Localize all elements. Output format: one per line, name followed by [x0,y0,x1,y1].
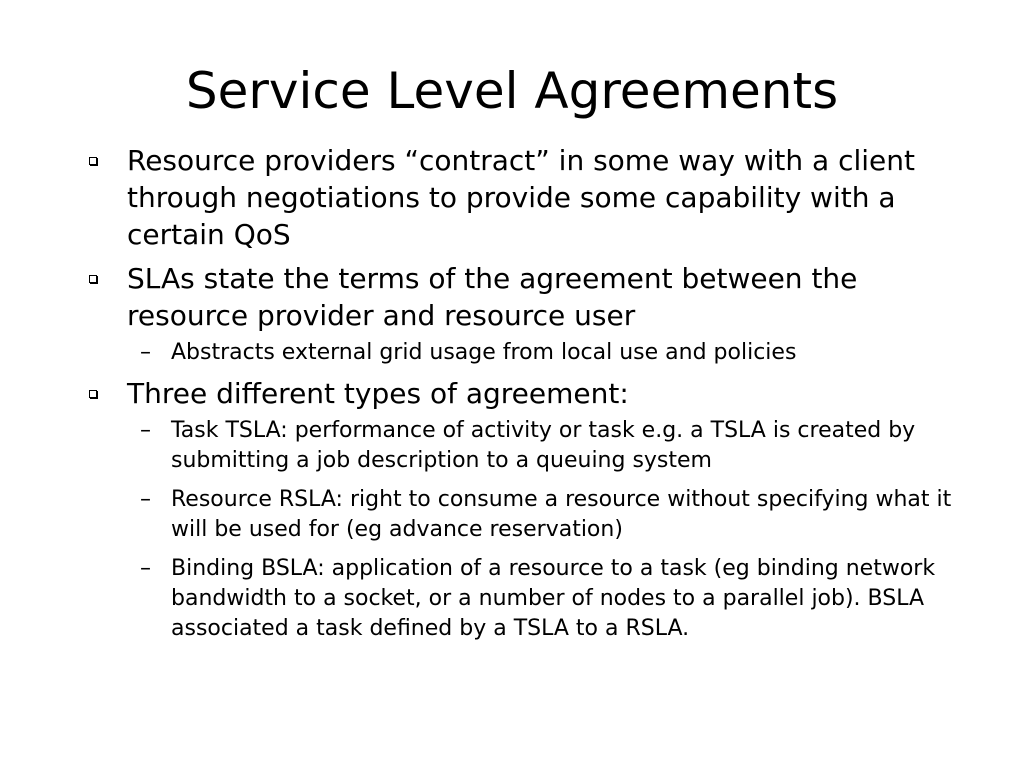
dash-bullet-icon: – [140,340,151,365]
bullet-item [84,260,964,334]
square-bullet-icon [89,390,97,398]
sub-bullet-text: Resource RSLA: right to consume a resource without specifying what it will be used for (eg advance reservation) [171,487,952,542]
sub-bullet-item [84,554,964,644]
bullet-item [84,375,964,412]
dash-bullet-icon: – [140,418,151,443]
square-bullet-icon [89,157,97,165]
sub-bullet-item [84,338,964,368]
dash-bullet-icon: – [140,487,151,512]
bullet-text: SLAs state the terms of the agreement between the resource provider and resource user [127,262,858,332]
sub-bullet-text: Abstracts external grid usage from local use and policies [171,340,797,365]
sub-bullet-text: Task TSLA: performance of activity or task e.g. a TSLA is created by submitting a job description to a queuing system [171,418,916,473]
bullet-item [84,142,964,253]
sub-bullet-item [84,485,964,545]
slide-title: Service Level Agreements [185,62,839,120]
dash-bullet-icon: – [140,556,151,581]
bullet-text: Three different types of agreement: [127,377,629,410]
slide-body [84,142,964,644]
sub-bullet-text: Binding BSLA: application of a resource to a task (eg binding network bandwidth to a socket, or a number of nodes to a parallel job). BSLA associated a task defined by a TSLA to a RSLA. [171,556,936,641]
sub-bullet-item [84,416,964,476]
bullet-text: Resource providers “contract” in some way with a client through negotiations to provide some capability with a certain QoS [127,144,916,251]
square-bullet-icon [89,275,97,283]
